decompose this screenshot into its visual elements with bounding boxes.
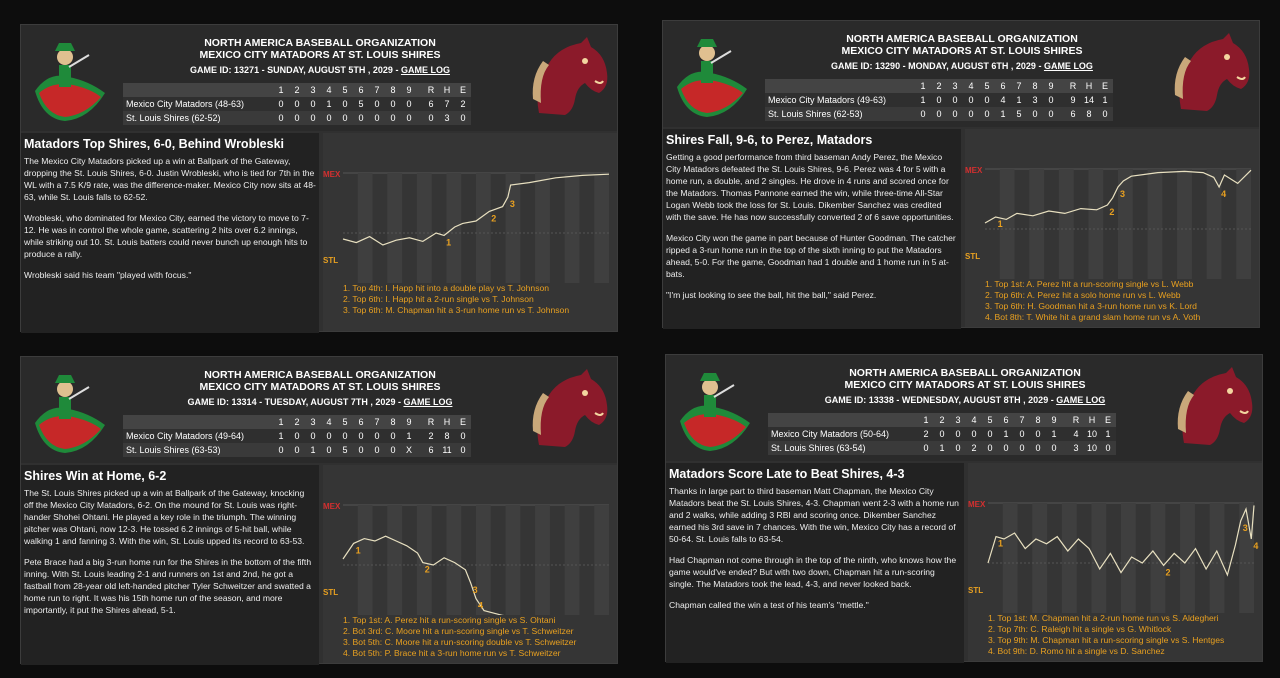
linescore-cell: 0: [1014, 441, 1030, 455]
game-id: GAME ID: 13271 - SUNDAY, AUGUST 5TH , 2029 - GAME LOG: [190, 65, 450, 75]
linescore-header: 4: [321, 415, 337, 429]
linescore-cell: 8: [1081, 107, 1097, 121]
key-play: 3. Bot 5th: C. Moore hit a run-scoring double vs T. Schweitzer: [343, 637, 577, 647]
key-plays-list: [985, 279, 1257, 323]
linescore-header-row: [765, 79, 1113, 93]
linescore-header: 8: [1030, 413, 1046, 427]
team-name[interactable]: St. Louis Shires (63-54): [768, 441, 918, 455]
linescore-cell: 0: [369, 111, 385, 125]
game-log-link[interactable]: GAME LOG: [1043, 61, 1093, 71]
story-headline: Shires Fall, 9-6, to Perez, Matadors: [666, 133, 873, 147]
play-marker: 1: [446, 237, 452, 248]
linescore-header: 5: [982, 413, 998, 427]
linescore-cell: 1: [995, 107, 1011, 121]
linescore-cell: 0: [353, 429, 369, 443]
key-play: 2. Top 6th: A. Perez hit a solo home run vs L. Webb: [985, 290, 1181, 300]
story-paragraph: Getting a good performance from third baseman Andy Perez, the Mexico City Matadors defeated the St. Louis Shires, 9-6. Perez was 4 for 5 with a home run, a double, and 2 singles. He drove in 4 runs and scored once for the Matadors. Thomas Pannone earned the win, while three-time All-Star Logan Webb took the loss for St. Louis. Dikember Sanchez was credited with the save. He has now successfully converted 2 of 6 save opportunities.: [666, 152, 954, 222]
linescore-cell: 0: [918, 441, 934, 455]
linescore-cell: 0: [1014, 427, 1030, 441]
linescore-cell: 0: [950, 427, 966, 441]
card-header: [21, 357, 617, 463]
play-marker: 2: [491, 213, 497, 224]
team-name[interactable]: St. Louis Shires (62-52): [123, 111, 273, 125]
matadors-logo-icon: [29, 31, 109, 125]
linescore-cell: 1: [401, 429, 417, 443]
linescore-cell: 7: [439, 97, 455, 111]
linescore-cell: 4: [995, 93, 1011, 107]
linescore-header: 3: [950, 413, 966, 427]
linescore-home-row: [765, 107, 1113, 121]
play-marker: 1: [997, 538, 1003, 549]
story-paragraph: The St. Louis Shires picked up a win at Ballpark of the Gateway, knocking off the Mexico City Matadors, 6-2. On the mound for St. Louis was right-hander Shohei Ohtani. He played a key role in the triumph. The winning pitcher was Ohtani, now 12-3. He tossed 6.2 innings of 5-hit ball, while walking 1 and fanning 3. With the win, St. Louis upped its record to 63-53.: [24, 488, 305, 546]
linescore-cell: 0: [950, 441, 966, 455]
linescore-cell: 10: [1084, 427, 1100, 441]
linescore-table: [765, 79, 1113, 121]
linescore-cell: 0: [934, 427, 950, 441]
linescore-cell: 0: [385, 111, 401, 125]
linescore-cell: 0: [931, 93, 947, 107]
linescore-cell: 1: [1100, 427, 1116, 441]
linescore-cell: 4: [1068, 427, 1084, 441]
linescore-header: 5: [337, 415, 353, 429]
linescore-cell: 5: [353, 97, 369, 111]
linescore-cell: 0: [273, 111, 289, 125]
linescore-away-row: [123, 97, 471, 111]
linescore-cell: 0: [385, 97, 401, 111]
matadors-logo-icon: [29, 363, 109, 457]
axis-top-label: MEX: [323, 170, 341, 179]
linescore-cell: 0: [401, 97, 417, 111]
org-title: NORTH AMERICA BASEBALL ORGANIZATION: [849, 367, 1081, 379]
org-title: NORTH AMERICA BASEBALL ORGANIZATION: [204, 37, 436, 49]
linescore-away-row: [123, 429, 471, 443]
linescore-header: H: [1084, 413, 1100, 427]
story-headline: Matadors Top Shires, 6-0, Behind Wrobleski: [24, 137, 285, 151]
linescore-cell: 0: [289, 429, 305, 443]
linescore-cell: 6: [423, 443, 439, 457]
linescore-cell: 6: [1065, 107, 1081, 121]
key-play: 2. Top 6th: I. Happ hit a 2-run single vs T. Johnson: [343, 294, 534, 304]
linescore-header: R: [423, 83, 439, 97]
linescore-cell: 0: [982, 427, 998, 441]
linescore-cell: 0: [455, 443, 471, 457]
linescore-header: 3: [947, 79, 963, 93]
linescore-header: R: [1065, 79, 1081, 93]
shires-logo-icon: [1167, 29, 1253, 115]
team-name[interactable]: Mexico City Matadors (48-63): [123, 97, 273, 111]
linescore-cell: 3: [1068, 441, 1084, 455]
linescore-header: 6: [353, 415, 369, 429]
linescore-header: 4: [963, 79, 979, 93]
linescore-cell: 0: [385, 429, 401, 443]
linescore-cell: 0: [321, 429, 337, 443]
linescore-cell: 0: [455, 429, 471, 443]
game-log-link[interactable]: GAME LOG: [400, 65, 450, 75]
linescore-cell: 0: [401, 111, 417, 125]
linescore-header: 6: [995, 79, 1011, 93]
axis-bottom-label: STL: [965, 252, 981, 261]
play-marker: 2: [1109, 207, 1115, 217]
linescore-header-row: [123, 415, 471, 429]
linescore-header: 1: [915, 79, 931, 93]
linescore-header: E: [455, 83, 471, 97]
card-header: [663, 21, 1259, 127]
linescore-cell: 0: [979, 93, 995, 107]
linescore-header: 9: [1046, 413, 1062, 427]
linescore-cell: 0: [353, 111, 369, 125]
key-play: 4. Bot 9th: D. Romo hit a single vs D. Sanchez: [988, 646, 1165, 656]
win-probability-panel: [323, 465, 617, 663]
story-paragraph: Chapman called the win a test of his team's "mettle.": [669, 600, 869, 610]
linescore-cell: 0: [305, 429, 321, 443]
axis-bottom-label: STL: [323, 256, 339, 265]
win-probability-panel: [965, 129, 1259, 327]
linescore-cell: X: [401, 443, 417, 457]
axis-bottom-label: STL: [968, 586, 984, 595]
story-paragraph: Pete Brace had a big 3-run home run for the Shires in the bottom of the fifth inning. With St. Louis leading 2-1 and runners on 1st and 2nd, he got a fastball from 28-year old left-handed pitcher Tyler Schweitzer and swatted a home run to right. It was his 15th home run of the season, and more importantly, it put the Shires ahead, 5-1.: [24, 557, 312, 615]
linescore-header: 1: [918, 413, 934, 427]
linescore-header: 2: [931, 79, 947, 93]
linescore-header: 7: [369, 415, 385, 429]
linescore-header: 1: [273, 83, 289, 97]
matchup-title: MEXICO CITY MATADORS AT ST. LOUIS SHIRES: [841, 45, 1083, 57]
linescore-cell: 3: [1027, 93, 1043, 107]
play-marker: 1: [997, 219, 1003, 229]
key-play: 2. Bot 3rd: C. Moore hit a run-scoring single vs T. Schweitzer: [343, 626, 574, 636]
linescore-cell: 0: [385, 443, 401, 457]
game-id: GAME ID: 13338 - WEDNESDAY, AUGUST 8TH , 2029 - GAME LOG: [824, 395, 1106, 405]
team-name[interactable]: St. Louis Shires (63-53): [123, 443, 273, 457]
linescore-cell: 0: [1043, 107, 1059, 121]
linescore-cell: 0: [915, 107, 931, 121]
linescore-header: 7: [369, 83, 385, 97]
linescore-header: 8: [1027, 79, 1043, 93]
linescore-cell: 0: [947, 93, 963, 107]
org-title: NORTH AMERICA BASEBALL ORGANIZATION: [846, 33, 1078, 45]
story-paragraph: The Mexico City Matadors picked up a win at Ballpark of the Gateway, dropping the St. Louis Shires, 6-0. Justin Wrobleski, who is tied for 7th in the WL with a 7.5 K/9 rate, was the difference-maker. Mexico City now sits at 48-63, while St. Louis falls to 62-52.: [24, 156, 316, 202]
win-probability-chart: [323, 465, 617, 615]
axis-top-label: MEX: [968, 500, 986, 509]
linescore-header: E: [1097, 79, 1113, 93]
linescore-header-row: [123, 83, 471, 97]
linescore-cell: 0: [369, 429, 385, 443]
linescore-header-row: [768, 413, 1116, 427]
linescore-header: 7: [1011, 79, 1027, 93]
linescore-cell: 0: [963, 107, 979, 121]
axis-bottom-label: STL: [323, 588, 339, 597]
linescore-table: [123, 415, 471, 457]
key-play: 4. Bot 8th: T. White hit a grand slam home run vs A. Voth: [985, 312, 1201, 322]
linescore-cell: 5: [1011, 107, 1027, 121]
story-paragraph: Wrobleski said his team "played with focus.": [24, 270, 192, 280]
linescore-cell: 1: [934, 441, 950, 455]
matchup-title: MEXICO CITY MATADORS AT ST. LOUIS SHIRES: [844, 379, 1086, 391]
linescore-header: 2: [289, 415, 305, 429]
play-marker: 3: [509, 199, 515, 209]
play-marker: 4: [478, 600, 484, 611]
linescore-header: 8: [385, 83, 401, 97]
linescore-home-row: [123, 443, 471, 457]
key-play: 1. Top 1st: A. Perez hit a run-scoring single vs L. Webb: [985, 279, 1194, 289]
game-story: [666, 463, 964, 663]
linescore-cell: 0: [998, 441, 1014, 455]
linescore-cell: 0: [982, 441, 998, 455]
game-story: [21, 133, 319, 333]
win-probability-chart: [323, 133, 617, 283]
linescore-cell: 0: [423, 111, 439, 125]
game-log-link[interactable]: GAME LOG: [1056, 395, 1106, 405]
linescore-header: 4: [321, 83, 337, 97]
linescore-cell: 0: [337, 97, 353, 111]
linescore-header: 5: [337, 83, 353, 97]
linescore-cell: 2: [423, 429, 439, 443]
key-plays-list: [343, 615, 615, 659]
linescore-cell: 0: [1030, 427, 1046, 441]
key-play: 2. Top 7th: C. Raleigh hit a single vs G. Whitlock: [988, 624, 1172, 634]
linescore-header: 4: [966, 413, 982, 427]
linescore-away-row: [768, 427, 1116, 441]
key-play: 3. Top 9th: M. Chapman hit a run-scoring single vs S. Hentges: [988, 635, 1225, 645]
story-headline: Matadors Score Late to Beat Shires, 4-3: [669, 467, 905, 481]
linescore-header: H: [1081, 79, 1097, 93]
game-card: [665, 354, 1263, 662]
linescore-home-row: [123, 111, 471, 125]
story-paragraph: "I'm just looking to see the ball, hit the ball," said Perez.: [666, 290, 877, 300]
linescore-cell: 0: [321, 443, 337, 457]
key-play: 1. Top 1st: A. Perez hit a run-scoring single vs S. Ohtani: [343, 615, 556, 625]
shires-logo-icon: [525, 365, 611, 451]
linescore-cell: 9: [1065, 93, 1081, 107]
matchup-title: MEXICO CITY MATADORS AT ST. LOUIS SHIRES: [199, 49, 441, 61]
linescore-header: 2: [289, 83, 305, 97]
linescore-header: 6: [353, 83, 369, 97]
linescore-header: E: [455, 415, 471, 429]
win-probability-chart: [965, 129, 1259, 279]
linescore-cell: 0: [337, 111, 353, 125]
linescore-cell: 0: [305, 97, 321, 111]
linescore-header: 6: [998, 413, 1014, 427]
linescore-cell: 1: [1011, 93, 1027, 107]
key-play: 1. Top 1st: M. Chapman hit a 2-run home run vs S. Aldegheri: [988, 613, 1219, 623]
key-plays-list: [988, 613, 1260, 657]
story-paragraph: Mexico City won the game in part because of Hunter Goodman. The catcher ripped a 3-run home run in the top of the sixth inning to put the Matadors ahead, 5-0. For the game, Goodman had 1 double and 1 home run in 5 at-bats.: [666, 233, 956, 279]
linescore-cell: 0: [289, 111, 305, 125]
linescore-cell: 10: [1084, 441, 1100, 455]
linescore-cell: 0: [337, 429, 353, 443]
axis-top-label: MEX: [323, 502, 341, 511]
game-log-link[interactable]: GAME LOG: [403, 397, 453, 407]
linescore-cell: 1: [273, 429, 289, 443]
linescore-header: H: [439, 415, 455, 429]
linescore-header: 9: [401, 83, 417, 97]
linescore-header: R: [423, 415, 439, 429]
linescore-header: 9: [1043, 79, 1059, 93]
linescore-away-row: [765, 93, 1113, 107]
linescore-cell: 2: [966, 441, 982, 455]
game-id: GAME ID: 13290 - MONDAY, AUGUST 6TH , 2029 - GAME LOG: [831, 61, 1093, 71]
key-play: 1. Top 4th: I. Happ hit into a double play vs T. Johnson: [343, 283, 550, 293]
linescore-cell: 0: [353, 443, 369, 457]
linescore-cell: 1: [915, 93, 931, 107]
linescore-cell: 0: [1097, 107, 1113, 121]
shires-logo-icon: [1170, 363, 1256, 449]
linescore-cell: 0: [1046, 441, 1062, 455]
play-marker: 3: [472, 585, 478, 595]
win-probability-panel: [323, 133, 617, 331]
linescore-cell: 1: [305, 443, 321, 457]
linescore-table: [123, 83, 471, 125]
linescore-header: 8: [385, 415, 401, 429]
linescore-cell: 3: [439, 111, 455, 125]
shires-logo-icon: [525, 33, 611, 119]
linescore-cell: 1: [1097, 93, 1113, 107]
team-name[interactable]: Mexico City Matadors (50-64): [768, 427, 918, 441]
linescore-header: E: [1100, 413, 1116, 427]
linescore-cell: 0: [947, 107, 963, 121]
game-card: [20, 24, 618, 332]
linescore-cell: 1: [1046, 427, 1062, 441]
linescore-header: 9: [401, 415, 417, 429]
linescore-header: 1: [273, 415, 289, 429]
axis-top-label: MEX: [965, 166, 983, 175]
win-probability-chart: [968, 463, 1262, 613]
key-play: 3. Top 6th: M. Chapman hit a 3-run home run vs T. Johnson: [343, 305, 570, 315]
linescore-home-row: [768, 441, 1116, 455]
linescore-cell: 11: [439, 443, 455, 457]
linescore-cell: 0: [979, 107, 995, 121]
linescore-cell: 0: [455, 111, 471, 125]
linescore-cell: 0: [273, 97, 289, 111]
key-play: 4. Bot 5th: P. Brace hit a 3-run home run vs T. Schweitzer: [343, 648, 561, 658]
linescore-cell: 0: [931, 107, 947, 121]
team-name[interactable]: St. Louis Shires (62-53): [765, 107, 915, 121]
win-probability-panel: [968, 463, 1262, 661]
linescore-cell: 2: [455, 97, 471, 111]
play-marker: 3: [1242, 523, 1248, 533]
linescore-cell: 0: [1100, 441, 1116, 455]
linescore-cell: 2: [918, 427, 934, 441]
linescore-cell: 6: [423, 97, 439, 111]
linescore-header: 7: [1014, 413, 1030, 427]
matadors-logo-icon: [674, 361, 754, 455]
game-id: GAME ID: 13314 - TUESDAY, AUGUST 7TH , 2029 - GAME LOG: [187, 397, 453, 407]
team-name[interactable]: Mexico City Matadors (49-63): [765, 93, 915, 107]
play-marker: 4: [1253, 541, 1259, 551]
linescore-cell: 14: [1081, 93, 1097, 107]
linescore-cell: 1: [321, 97, 337, 111]
linescore-header: 5: [979, 79, 995, 93]
linescore-header: R: [1068, 413, 1084, 427]
play-marker: 1: [355, 545, 361, 556]
linescore-cell: 0: [1043, 93, 1059, 107]
linescore-table: [768, 413, 1116, 455]
linescore-cell: 0: [963, 93, 979, 107]
key-play: 3. Top 6th: H. Goodman hit a 3-run home run vs K. Lord: [985, 301, 1197, 311]
linescore-header: 3: [305, 415, 321, 429]
play-marker: 2: [424, 564, 430, 575]
matchup-title: MEXICO CITY MATADORS AT ST. LOUIS SHIRES: [199, 381, 441, 393]
linescore-cell: 0: [369, 443, 385, 457]
linescore-cell: 0: [1027, 107, 1043, 121]
linescore-header: 3: [305, 83, 321, 97]
linescore-cell: 0: [289, 97, 305, 111]
play-marker: 4: [1221, 189, 1227, 199]
play-marker: 2: [1165, 567, 1171, 578]
game-story: [21, 465, 319, 665]
story-headline: Shires Win at Home, 6-2: [24, 469, 167, 483]
card-header: [21, 25, 617, 131]
story-paragraph: Wrobleski, who dominated for Mexico City, earned the victory to move to 7-12. He was in control the whole game, scattering 2 hits over 6.2 innings, while striking out 10. St. Louis batters could never bunch up enough hits to produce a rally.: [24, 213, 309, 259]
linescore-cell: 0: [966, 427, 982, 441]
team-name[interactable]: Mexico City Matadors (49-64): [123, 429, 273, 443]
game-card: [662, 20, 1260, 328]
game-card: [20, 356, 618, 664]
card-header: [666, 355, 1262, 461]
linescore-cell: 0: [369, 97, 385, 111]
key-plays-list: [343, 283, 615, 316]
linescore-cell: 5: [337, 443, 353, 457]
linescore-cell: 0: [273, 443, 289, 457]
play-marker: 3: [1120, 189, 1126, 199]
story-paragraph: Had Chapman not come through in the top of the ninth, who knows how the game would've ended? But with two down, Chapman hit a run-scoring single. The Matadors took the lead, 4-3, and never looked back.: [669, 555, 957, 589]
linescore-header: H: [439, 83, 455, 97]
linescore-cell: 1: [998, 427, 1014, 441]
linescore-cell: 0: [1030, 441, 1046, 455]
linescore-cell: 0: [289, 443, 305, 457]
matadors-logo-icon: [671, 27, 751, 121]
linescore-cell: 8: [439, 429, 455, 443]
org-title: NORTH AMERICA BASEBALL ORGANIZATION: [204, 369, 436, 381]
linescore-header: 2: [934, 413, 950, 427]
game-story: [663, 129, 961, 329]
story-paragraph: Thanks in large part to third baseman Matt Chapman, the Mexico City Matadors beat the St. Louis Shires, 4-3. Chapman went 2-3 with a home run and 2 walks, while adding 3 RBI and scoring once. Dikember Sanchez earned his 3rd save in 7 chances. With the win, Mexico City has a record of 50-64. St. Louis falls to 63-54.: [669, 486, 959, 544]
linescore-cell: 0: [321, 111, 337, 125]
linescore-cell: 0: [305, 111, 321, 125]
